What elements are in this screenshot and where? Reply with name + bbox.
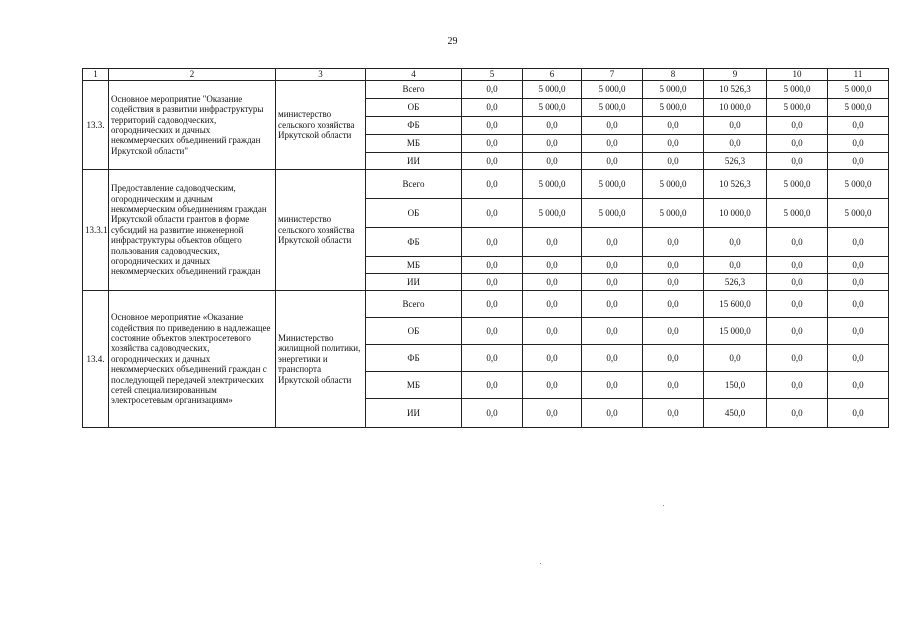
header-cell: 5 bbox=[462, 69, 523, 81]
amount-cell: 5 000,0 bbox=[582, 99, 643, 117]
amount-cell: 0,0 bbox=[643, 135, 704, 153]
funding-source: ИИ bbox=[366, 399, 462, 428]
amount-cell: 0,0 bbox=[582, 291, 643, 318]
amount-cell: 5 000,0 bbox=[523, 81, 582, 99]
amount-cell: 0,0 bbox=[828, 153, 889, 170]
amount-cell: 0,0 bbox=[767, 153, 828, 170]
amount-cell: 5 000,0 bbox=[767, 199, 828, 228]
budget-table bbox=[82, 68, 889, 428]
amount-cell: 0,0 bbox=[643, 399, 704, 428]
funding-source: Всего bbox=[366, 291, 462, 318]
header-cell: 11 bbox=[828, 69, 889, 81]
amount-cell: 15 000,0 bbox=[704, 318, 767, 345]
amount-cell: 5 000,0 bbox=[582, 81, 643, 99]
amount-cell: 0,0 bbox=[462, 81, 523, 99]
amount-cell: 0,0 bbox=[582, 153, 643, 170]
amount-cell: 0,0 bbox=[643, 274, 704, 291]
amount-cell: 0,0 bbox=[828, 291, 889, 318]
amount-cell: 0,0 bbox=[828, 228, 889, 257]
amount-cell: 0,0 bbox=[523, 135, 582, 153]
amount-cell: 0,0 bbox=[462, 99, 523, 117]
funding-source: ОБ bbox=[366, 318, 462, 345]
amount-cell: 5 000,0 bbox=[582, 199, 643, 228]
responsible-org: министерство сельского хозяйства Иркутской области bbox=[276, 81, 366, 170]
amount-cell: 0,0 bbox=[704, 345, 767, 372]
amount-cell: 5 000,0 bbox=[523, 170, 582, 199]
table-body bbox=[83, 69, 889, 428]
funding-source: МБ bbox=[366, 135, 462, 153]
amount-cell: 0,0 bbox=[767, 257, 828, 274]
amount-cell: 0,0 bbox=[582, 372, 643, 399]
amount-cell: 0,0 bbox=[523, 399, 582, 428]
amount-cell: 0,0 bbox=[523, 345, 582, 372]
amount-cell: 0,0 bbox=[523, 228, 582, 257]
amount-cell: 0,0 bbox=[462, 318, 523, 345]
amount-cell: 0,0 bbox=[462, 274, 523, 291]
amount-cell: 0,0 bbox=[828, 117, 889, 135]
header-cell: 7 bbox=[582, 69, 643, 81]
funding-source: МБ bbox=[366, 372, 462, 399]
amount-cell: 0,0 bbox=[582, 117, 643, 135]
item-code: 13.4. bbox=[83, 291, 109, 428]
funding-source: ФБ bbox=[366, 228, 462, 257]
item-name: Основное мероприятие "Оказание содействия в развитии инфраструктуры территорий садоводческих, огороднических и дачных некоммерческих объединений граждан Иркутской области" bbox=[109, 81, 276, 170]
amount-cell: 0,0 bbox=[462, 257, 523, 274]
funding-source: ОБ bbox=[366, 99, 462, 117]
header-cell: 1 bbox=[83, 69, 109, 81]
amount-cell: 0,0 bbox=[462, 199, 523, 228]
amount-cell: 0,0 bbox=[462, 345, 523, 372]
amount-cell: 0,0 bbox=[767, 228, 828, 257]
amount-cell: 0,0 bbox=[462, 170, 523, 199]
funding-source: Всего bbox=[366, 170, 462, 199]
funding-source: МБ bbox=[366, 257, 462, 274]
amount-cell: 0,0 bbox=[828, 318, 889, 345]
amount-cell: 5 000,0 bbox=[767, 81, 828, 99]
amount-cell: 0,0 bbox=[462, 291, 523, 318]
amount-cell: 0,0 bbox=[582, 274, 643, 291]
amount-cell: 5 000,0 bbox=[828, 81, 889, 99]
amount-cell: 5 000,0 bbox=[643, 199, 704, 228]
amount-cell: 0,0 bbox=[767, 318, 828, 345]
amount-cell: 0,0 bbox=[462, 117, 523, 135]
table-row bbox=[83, 170, 889, 199]
header-row bbox=[83, 69, 889, 81]
amount-cell: 0,0 bbox=[462, 372, 523, 399]
amount-cell: 5 000,0 bbox=[767, 99, 828, 117]
item-code: 13.3.1. bbox=[83, 170, 109, 291]
amount-cell: 0,0 bbox=[582, 135, 643, 153]
amount-cell: 0,0 bbox=[643, 228, 704, 257]
responsible-org: министерство сельского хозяйства Иркутской области bbox=[276, 170, 366, 291]
amount-cell: 0,0 bbox=[767, 345, 828, 372]
amount-cell: 0,0 bbox=[704, 228, 767, 257]
amount-cell: 0,0 bbox=[704, 257, 767, 274]
header-cell: 4 bbox=[366, 69, 462, 81]
amount-cell: 0,0 bbox=[828, 345, 889, 372]
amount-cell: 0,0 bbox=[704, 135, 767, 153]
funding-source: Всего bbox=[366, 81, 462, 99]
amount-cell: 0,0 bbox=[643, 257, 704, 274]
amount-cell: 5 000,0 bbox=[643, 99, 704, 117]
amount-cell: 5 000,0 bbox=[582, 170, 643, 199]
amount-cell: 0,0 bbox=[582, 399, 643, 428]
amount-cell: 10 000,0 bbox=[704, 99, 767, 117]
amount-cell: 5 000,0 bbox=[523, 199, 582, 228]
scan-speck bbox=[663, 505, 664, 506]
amount-cell: 0,0 bbox=[462, 153, 523, 170]
funding-source: ФБ bbox=[366, 117, 462, 135]
item-name: Основное мероприятие «Оказание содействия по приведению в надлежащее состояние объектов электросетевого хозяйства садоводческих, огороднических и дачных некоммерческих объединений граждан с последующей передачей электрических сетей специализированным электросетевым организациям» bbox=[109, 291, 276, 428]
amount-cell: 5 000,0 bbox=[523, 99, 582, 117]
amount-cell: 0,0 bbox=[643, 345, 704, 372]
amount-cell: 5 000,0 bbox=[643, 81, 704, 99]
amount-cell: 526,3 bbox=[704, 153, 767, 170]
header-cell: 9 bbox=[704, 69, 767, 81]
amount-cell: 0,0 bbox=[462, 228, 523, 257]
amount-cell: 0,0 bbox=[523, 117, 582, 135]
header-cell: 2 bbox=[109, 69, 276, 81]
amount-cell: 0,0 bbox=[767, 135, 828, 153]
amount-cell: 0,0 bbox=[582, 257, 643, 274]
funding-source: ИИ bbox=[366, 274, 462, 291]
amount-cell: 0,0 bbox=[523, 372, 582, 399]
item-code: 13.3. bbox=[83, 81, 109, 170]
amount-cell: 0,0 bbox=[582, 228, 643, 257]
amount-cell: 0,0 bbox=[523, 274, 582, 291]
responsible-org: Министерство жилищной политики, энергетики и транспорта Иркутской области bbox=[276, 291, 366, 428]
amount-cell: 0,0 bbox=[523, 318, 582, 345]
header-cell: 6 bbox=[523, 69, 582, 81]
amount-cell: 15 600,0 bbox=[704, 291, 767, 318]
amount-cell: 0,0 bbox=[523, 291, 582, 318]
amount-cell: 0,0 bbox=[828, 274, 889, 291]
amount-cell: 0,0 bbox=[828, 399, 889, 428]
amount-cell: 0,0 bbox=[643, 318, 704, 345]
amount-cell: 150,0 bbox=[704, 372, 767, 399]
amount-cell: 0,0 bbox=[704, 117, 767, 135]
item-name: Предоставление садоводческим, огородническим и дачным некоммерческим объединениям граждан Иркутской области грантов в форме субсидий на развитие инженерной инфраструктуры объектов общего пользования садоводческих, огороднических и дачных некоммерческих объединений граждан bbox=[109, 170, 276, 291]
amount-cell: 5 000,0 bbox=[828, 170, 889, 199]
amount-cell: 0,0 bbox=[767, 117, 828, 135]
amount-cell: 0,0 bbox=[643, 291, 704, 318]
amount-cell: 0,0 bbox=[828, 372, 889, 399]
amount-cell: 5 000,0 bbox=[828, 199, 889, 228]
amount-cell: 0,0 bbox=[582, 345, 643, 372]
header-cell: 3 bbox=[276, 69, 366, 81]
amount-cell: 0,0 bbox=[643, 372, 704, 399]
amount-cell: 0,0 bbox=[462, 399, 523, 428]
page-number: 29 bbox=[447, 36, 458, 47]
amount-cell: 10 000,0 bbox=[704, 199, 767, 228]
amount-cell: 5 000,0 bbox=[767, 170, 828, 199]
amount-cell: 0,0 bbox=[767, 399, 828, 428]
amount-cell: 0,0 bbox=[582, 318, 643, 345]
amount-cell: 0,0 bbox=[643, 117, 704, 135]
amount-cell: 0,0 bbox=[643, 153, 704, 170]
amount-cell: 10 526,3 bbox=[704, 81, 767, 99]
amount-cell: 5 000,0 bbox=[643, 170, 704, 199]
table-row bbox=[83, 81, 889, 99]
amount-cell: 5 000,0 bbox=[828, 99, 889, 117]
table-row bbox=[83, 291, 889, 318]
amount-cell: 0,0 bbox=[523, 153, 582, 170]
amount-cell: 0,0 bbox=[828, 257, 889, 274]
amount-cell: 526,3 bbox=[704, 274, 767, 291]
funding-source: ФБ bbox=[366, 345, 462, 372]
header-cell: 8 bbox=[643, 69, 704, 81]
funding-source: ИИ bbox=[366, 153, 462, 170]
amount-cell: 0,0 bbox=[767, 372, 828, 399]
scan-speck bbox=[540, 563, 541, 564]
amount-cell: 0,0 bbox=[767, 291, 828, 318]
amount-cell: 0,0 bbox=[523, 257, 582, 274]
funding-source: ОБ bbox=[366, 199, 462, 228]
header-cell: 10 bbox=[767, 69, 828, 81]
amount-cell: 450,0 bbox=[704, 399, 767, 428]
amount-cell: 0,0 bbox=[462, 135, 523, 153]
amount-cell: 0,0 bbox=[767, 274, 828, 291]
amount-cell: 10 526,3 bbox=[704, 170, 767, 199]
amount-cell: 0,0 bbox=[828, 135, 889, 153]
